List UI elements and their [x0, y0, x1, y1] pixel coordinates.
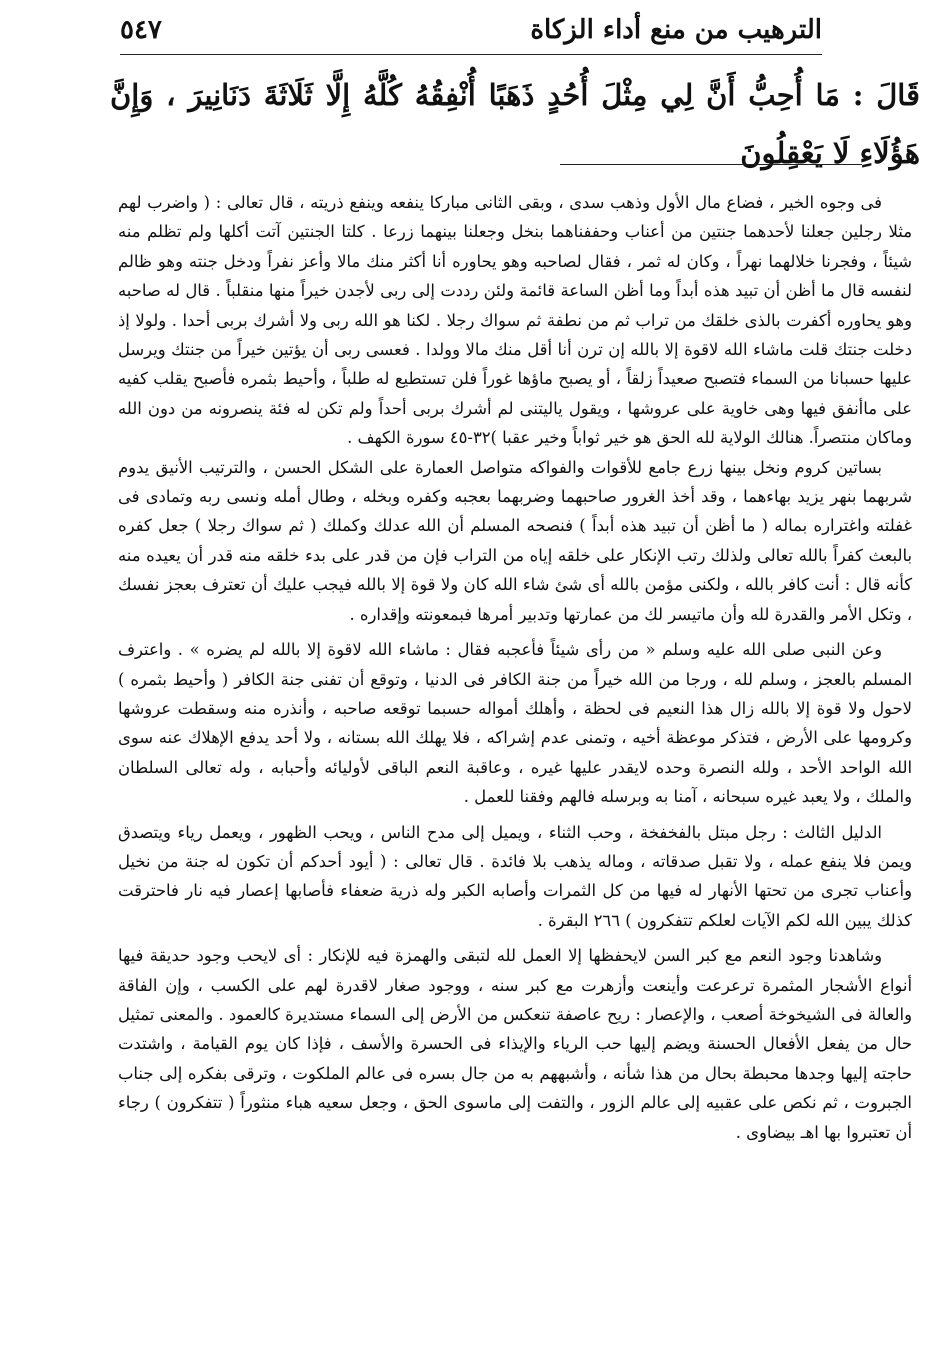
hadith-text: قَالَ : مَا أُحِبُّ أَنَّ لِي مِثْلَ أُحُدٍ ذَهَبًا أُنْفِقُهُ كُلَّهُ إِلَّا ثَلَاثَةَ دَنَانِيرَ ، وَإِنَّ هَؤُلَاءِ لَا يَعْقِلُونَ	[110, 78, 920, 170]
separator-rule	[560, 164, 862, 165]
paragraph: وعن النبى صلى الله عليه وسلم « من رأى شيئاً فأعجبه فقال : ماشاء الله لاقوة إلا بالله لم يضره » . واعترف المسلم بالعجز ، وسلم لله ، ورجا من الله خيراً من جنة الكافر فى الدنيا ، وتوقع أن تفنى جنة الكافر ( وأحيط بثمره ) لاحول ولا قوة إلا بالله زال هذا النعيم فى لحظة ، وأهلك أمواله حسبما توقعه صاحبه ، وأنذره منه وسقطت عروشها وكرومها على الأرض ، فتذكر موعظة أخيه ، وتمنى عدم إشراكه ، فلا يهلك الله بستانه ، ولا أحد يدفع الإهلاك عنه سوى الله الواحد الأحد ، ولله النصرة وحده لايقدر عليها غيره ، وعاقبة النعم الباقى لأوليائه وأحبابه ، وله تعالى السلطان والملك ، ولا يعبد غيره سبحانه ، آمنا به وبرسله فالهم وفقنا للعمل .	[118, 640, 912, 807]
running-title: الترهيب من منع أداء الزكاة	[530, 15, 822, 45]
paragraph: بساتين كروم ونخل بينها زرع جامع للأقوات والفواكه متواصل العمارة على الشكل الحسن ، والترتيب الأنيق يدوم شربهما بنهر يزيد بهاءهما ، وقد أخذ الغرور صاحبهما وضربهما بعجبه وكفره وبخله ، وطال أمله ونسى ربه وتمادى فى غفلته واغتراره بماله ( ما أظن أن تبيد هذه أبداً ) فنصحه المسلم أن الله عدلك وكملك ( ثم سواك رجلا ) جعل كفره بالبعث كفراً بالله تعالى ولذلك رتب الإنكار على خلقه إياه من التراب فإن من قدر على بدء خلقه منه قدر أن يعيده منه كأنه قال : أنت كافر بالله ، ولكنى مؤمن بالله أى شئ شاء الله كان ولا قوة إلا بالله فيجب عليك أن تعترف بعجز نفسك ، وتكل الأمر والقدرة لله وأن ماتيسر لك من عمارتها وتدبير أمرها فبمعونته وإقداره .	[118, 457, 912, 624]
paragraph: وشاهدنا وجود النعم مع كبر السن لايحفظها إلا العمل لله لتبقى والهمزة فيه للإنكار : أى لايحب وجود حديقة فيها أنواع الأشجار المثمرة ترعرعت وأينعت وأزهرت مع كبر سنه ، ووجود صغار لاقدرة لهم على الكسب ، وإن الفاقة والعالة فى الشيخوخة أصعب ، والإعصار : ريح عاصفة تنعكس من الأرض إلى السماء مستديرة كالعمود . والمعنى تمثيل حال من يفعل الأفعال الحسنة ويضم إليها حب الرياء والإيذاء فى الحسرة والأسف ، فإذا كان يوم القيامة ، واشتدت حاجته إليها وجدها محبطة بحال من هذا شأنه ، وأشبههم به من جال بسره فى عالم الملكوت ، وترقى بفكره إلى جناب الجبروت ، ثم نكص على عقبيه إلى عالم الزور ، والتفت إلى ماسوى الحق ، وجعل سعيه هباء منثوراً ( تتفكرون ) رجاء أن تعتبروا بها اهـ بيضاوى .	[118, 946, 912, 1142]
page-header	[120, 10, 822, 50]
header-rule	[120, 54, 822, 55]
page-number: ٥٤٧	[120, 15, 162, 45]
commentary-body	[118, 188, 912, 1147]
paragraph: فى وجوه الخير ، فضاع مال الأول وذهب سدى ، وبقى الثانى مباركا ينفعه وينفع ذريته ، قال تعالى : ( واضرب لهم مثلا رجلين جعلنا لأحدهما جنتين من أعناب وحففناهما بنخل وجعلنا بينهما زرعا . كلتا الجنتين آتت أكلها ولم تظلم منه شيئاً ، وفجرنا خلالهما نهراً ، وكان له ثمر ، فقال لصاحبه وهو يحاوره أنا أكثر منك مالا وأعز نفراً ودخل جنته وهو ظالم لنفسه قال ما أظن أن تبيد هذه أبداً وما أظن الساعة قائمة ولئن رددت إلى ربى لأجدن خيراً منها منقلباً . قال له صاحبه وهو يحاوره أكفرت بالذى خلقك من تراب ثم من نطفة ثم سواك رجلا . لكنا هو الله ربى ولا أشرك بربى أحدا . ولولا إذ دخلت جنتك قلت ماشاء الله لاقوة إلا بالله إن ترن أنا أقل منك مالا وولدا . فعسى ربى أن يؤتين خيراً من جنتك ويرسل عليها حسبانا من السماء فتصبح صعيداً زلقاً ، أو يصبح ماؤها غوراً فلن تستطيع له طلباً ، وأحيط بثمره فأصبح يقلب كفيه على ماأنفق فيها وهى خاوية على عروشها ، ويقول ياليتنى لم أشرك بربى أحداً ولم تكن له فئة ينصرونه من دون الله وماكان منتصراً. هنالك الولاية لله الحق هو خير ثواباً وخير عقبا )٣٢-٤٥ سورة الكهف .	[118, 193, 912, 448]
paragraph: الدليل الثالث : رجل مبتل بالفخفخة ، وحب الثناء ، ويميل إلى مدح الناس ، ويحب الظهور ، ويعمل رياء ويتصدق ويمن فلا ينفع عمله ، ولا تقبل صدقاته ، وماله يذهب بلا فائدة . قال تعالى : ( أيود أحدكم أن تكون له جنة من نخيل وأعناب تجرى من تحتها الأنهار له فيها من كل الثمرات وأصابه الكبر وله ذرية ضعفاء فأصابها إعصار فيه نار فاحترقت كذلك يبين الله لكم الآيات لعلكم تتفكرون ) ٢٦٦ البقرة .	[118, 822, 912, 930]
